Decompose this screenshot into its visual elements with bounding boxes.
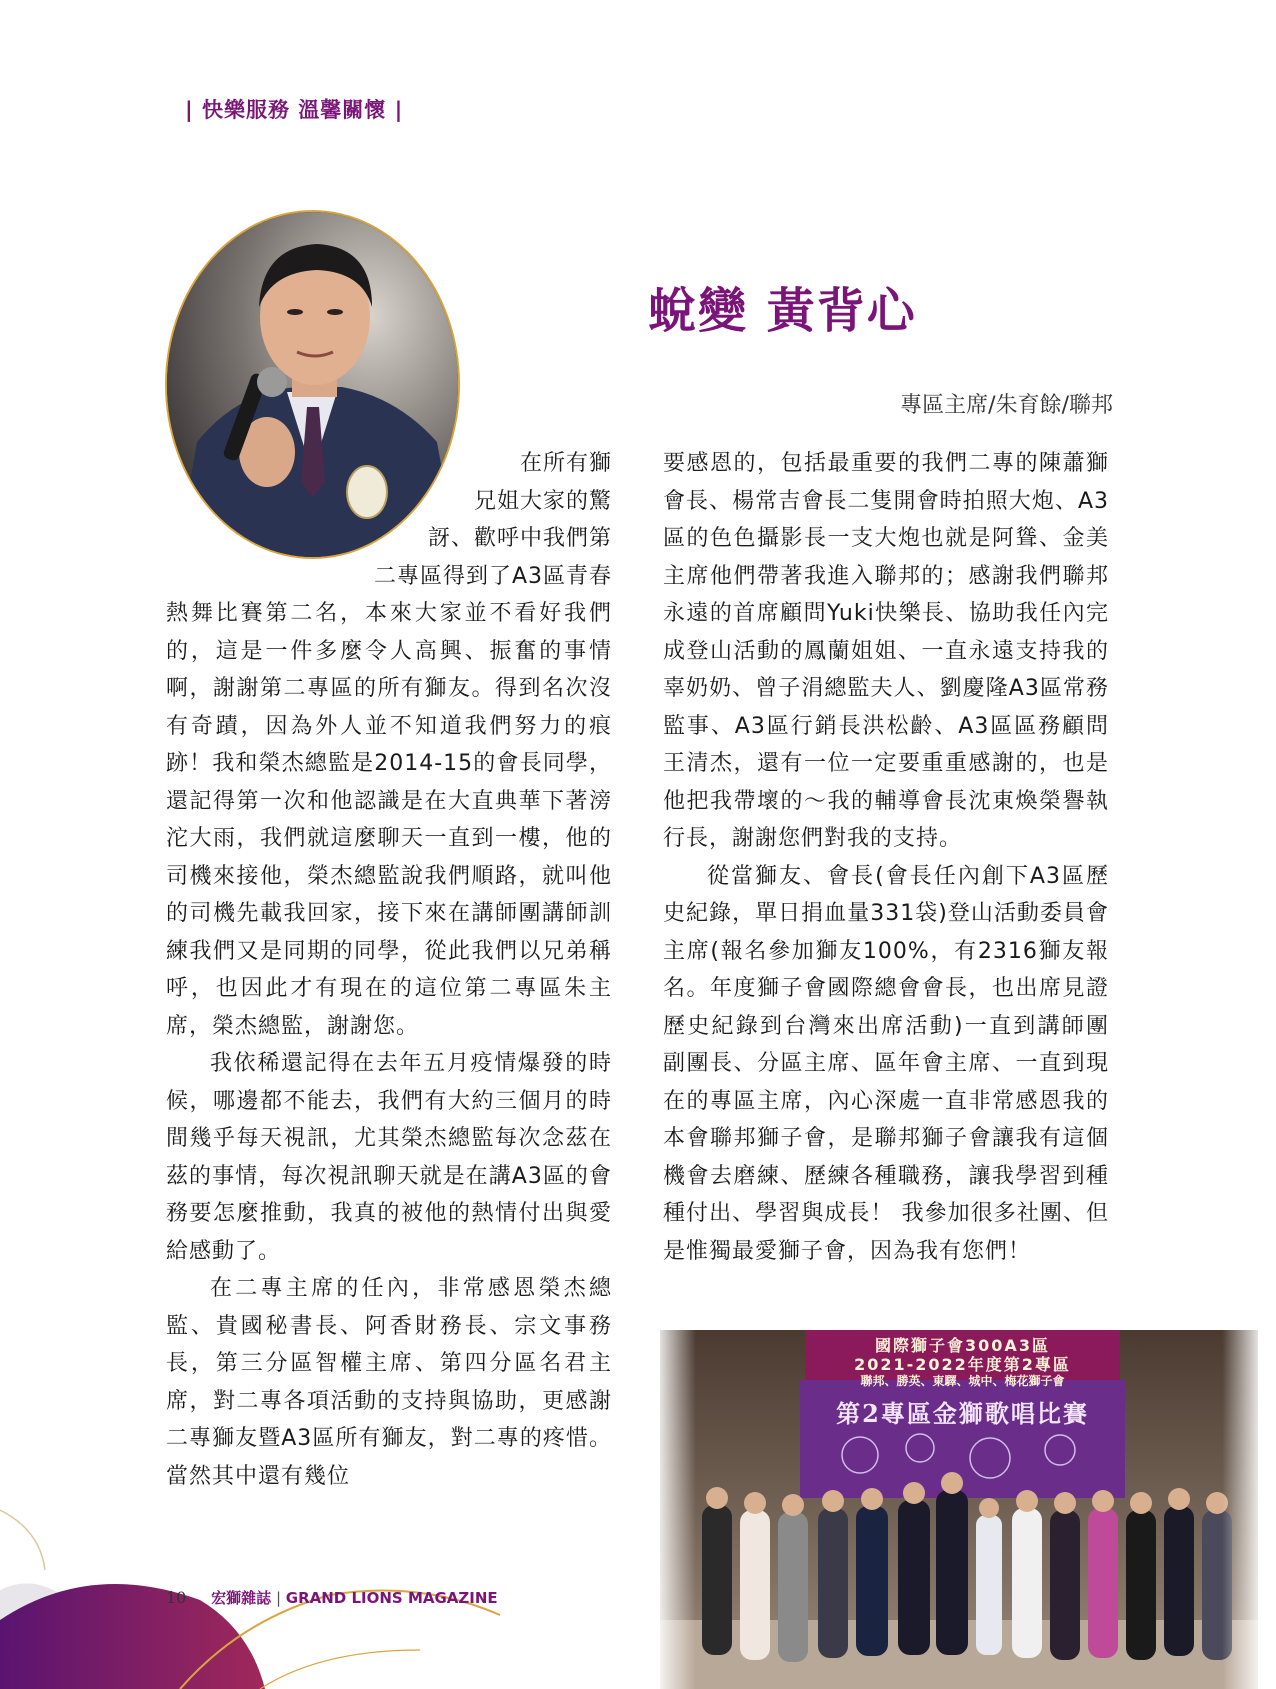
event-banner-title: 第2專區金獅歌唱比賽: [836, 1399, 1089, 1428]
page-number: 10: [166, 1588, 187, 1607]
intro-line-1: 在所有獅: [519, 451, 612, 476]
article-column-left: [166, 445, 612, 1495]
magazine-name: 宏獅雜誌: [211, 1589, 272, 1607]
banner-line-2: 2021-2022年度第2專區: [854, 1355, 1071, 1374]
paragraph-2: 我依稀還記得在去年五月疫情爆發的時候，哪邊都不能去，我們有大約三個月的時間幾乎每天視訊，尤其榮杰總監每次念茲在茲的事情，每次視訊聊天就是在講A3區的會務要怎麼推動，我真的被他的熱情付出與愛給感動了。: [166, 1051, 612, 1264]
magazine-name-en: GRAND LIONS MAGAZINE: [285, 1589, 498, 1607]
paragraph-3: 在二專主席的任內，非常感恩榮杰總監、貴國秘書長、阿香財務長、宗文事務長，第三分區智權主席、第四分區名君主席，對二專各項活動的支持與協助，更感謝二專獅友暨A3區所有獅友，對二專的疼惜。當然其中還有幾位: [166, 1276, 612, 1489]
footer-separator: |: [275, 1589, 281, 1607]
banner-line-3: 聯邦、勝英、東驛、城中、梅花獅子會: [860, 1374, 1065, 1388]
intro-line-4: 二專區得到了A3區青春: [373, 563, 612, 589]
paragraph-4: 要感恩的，包括最重要的我們二專的陳蕭獅會長、楊常吉會長二隻開會時拍照大炮、A3區的色色攝影長一支大炮也就是阿聳、金美主席他們帶著我進入聯邦的；感謝我們聯邦永遠的首席顧問Yuki快樂長、協助我任內完成登山活動的鳳蘭姐姐、一直永遠支持我的辜奶奶、曾子涓總監夫人、劉慶隆A3區常務監事、A3區行銷長洪松齡、A3區區務顧問王清杰，還有一位一定要重重感謝的，也是他把我帶壞的～我的輔導會長沈東煥榮譽執行長，謝謝您們對我的支持。: [663, 451, 1109, 851]
page-footer: [166, 1587, 498, 1608]
paragraph-1: 熱舞比賽第二名，本來大家並不看好我們的，這是一件多麼令人高興、振奮的事情啊，謝謝第二專區的所有獅友。得到名次沒有奇蹟，因為外人並不知道我們努力的痕跡！我和榮杰總監是2014-15的會長同學，還記得第一次和他認識是在大直典華下著滂沱大雨，我們就這麼聊天一直到一樓，他的司機來接他，榮杰總監說我們順路，就叫他的司機先載我回家，接下來在講師團講師訓練我們又是同期的同學，從此我們以兄弟稱呼，也因此才有現在的這位第二專區朱主席，榮杰總監，謝謝您。: [166, 601, 612, 1039]
banner-line-1: 國際獅子會300A3區: [875, 1336, 1050, 1355]
intro-line-2: 兄姐大家的驚: [473, 488, 612, 514]
event-banner-text: [810, 1336, 1115, 1389]
byline: 專區主席/朱育餘/聯邦: [900, 393, 1113, 418]
intro-line-3: 訝、歡呼中我們第: [427, 526, 612, 551]
event-group-photo: [660, 1330, 1258, 1689]
paragraph-intro: [166, 445, 612, 595]
article-title: 蛻變 黃背心: [648, 283, 917, 339]
paragraph-5: 從當獅友、會長(會長任內創下A3區歷史紀錄，單日捐血量331袋)登山活動委員會主席(報名參加獅友100%，有2316獅友報名。年度獅子會國際總會會長，也出席見證歷史紀錄到台灣來出席活動)一直到講師團副團長、分區主席、區年會主席、一直到現在的專區主席，內心深處一直非常感恩我的本會聯邦獅子會，是聯邦獅子會讓我有這個機會去磨練、歷練各種職務，讓我學習到種種付出、學習與成長！ 我參加很多社團、但是惟獨最愛獅子會，因為我有您們！: [663, 863, 1109, 1264]
section-header: | 快樂服務 溫馨關懷 |: [185, 98, 404, 122]
article-column-right: [663, 445, 1109, 1270]
